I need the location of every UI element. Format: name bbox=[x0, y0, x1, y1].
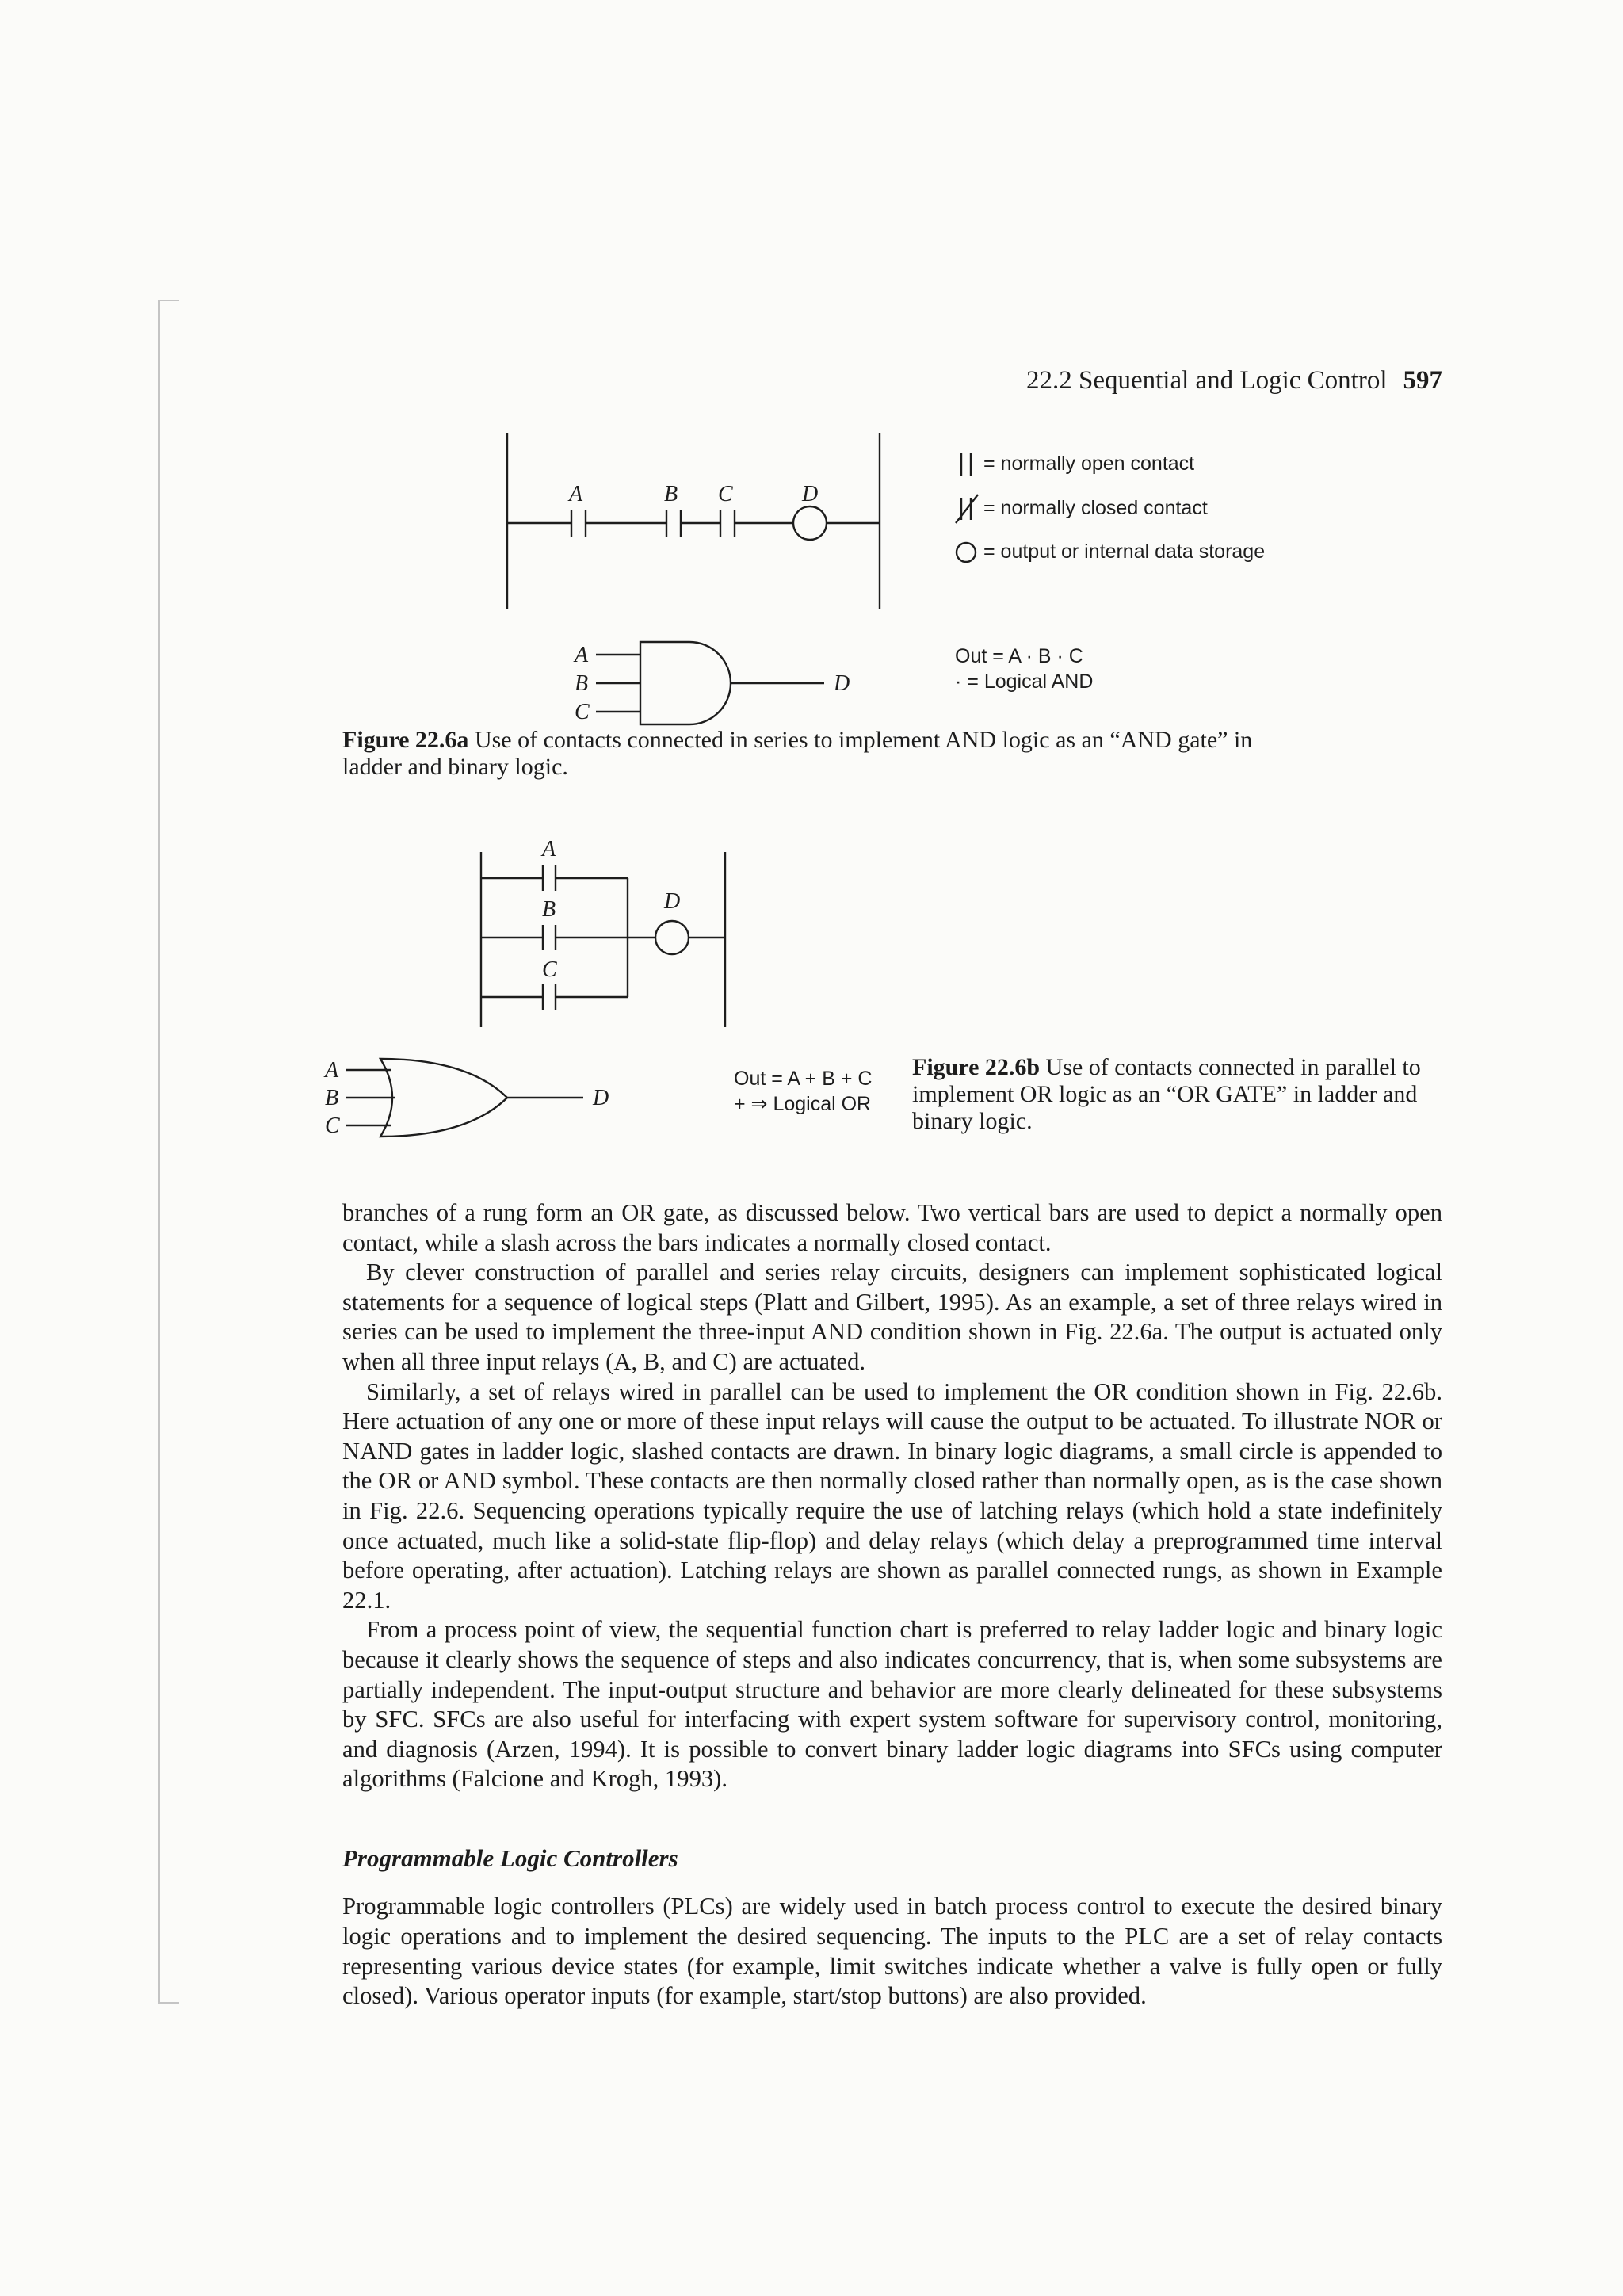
contact-c-parallel-icon bbox=[543, 984, 556, 1010]
fig-b-eq-out: Out = A + B + C bbox=[734, 1068, 873, 1090]
normally-closed-contact-icon bbox=[956, 495, 978, 523]
paragraph-5: Programmable logic controllers (PLCs) are widely used in batch process control to execute the desired binary logic operations and to implement the desired sequencing. The inputs to the PLC are a set of relay contacts representing various device states (for example, limit switches indicate whether a valve is fully open or fully closed). Various operator inputs (for example, start/stop buttons) are also provided. bbox=[342, 1893, 1442, 2010]
label-b: B bbox=[664, 482, 678, 506]
label-a-b: A bbox=[542, 837, 556, 861]
section-title: 22.2 Sequential and Logic Control bbox=[1025, 366, 1388, 395]
fig-b-caption-text: Use of contacts connected in parallel to implement OR logic as an “OR GATE” in ladder and binary logic. bbox=[912, 1054, 1421, 1134]
label-d-b: D bbox=[664, 889, 681, 914]
fig-22-6a-diagram bbox=[0, 0, 1623, 761]
body-text bbox=[342, 1198, 1442, 2011]
page-number: 597 bbox=[1403, 366, 1442, 395]
gate-label-d: D bbox=[834, 671, 850, 696]
fig-b-caption bbox=[912, 1054, 1443, 1135]
contact-b-parallel-icon bbox=[543, 925, 556, 950]
label-a: A bbox=[569, 482, 583, 506]
output-coil-d-parallel-icon bbox=[655, 921, 689, 954]
paragraph-2: By clever construction of parallel and series relay circuits, designers can implement sophisticated logical statements for a sequence of logical steps (Platt and Gilbert, 1995). As an example, a set of three relays wired in series can be used to implement the three-input AND condition shown in Fig. 22.6a. The output is actuated only when all three input relays (A, B, and C) are actuated. bbox=[342, 1259, 1442, 1375]
or-label-c: C bbox=[325, 1114, 340, 1138]
legend-normally-open: = normally open contact bbox=[983, 453, 1195, 475]
contact-b-icon bbox=[666, 510, 681, 537]
gate-label-c: C bbox=[575, 700, 590, 724]
fig-a-eq-out: Out = A · B · C bbox=[955, 645, 1083, 667]
normally-open-contact-icon bbox=[961, 453, 971, 476]
label-c: C bbox=[718, 482, 733, 506]
label-c-b: C bbox=[542, 957, 557, 982]
paragraph-3: Similarly, a set of relays wired in parallel can be used to implement the OR condition shown in Fig. 22.6b. Here actuation of any one or more of these input relays will cause the output to be actuated. To illustrate NOR or NAND gates in ladder logic, slashed contacts are drawn. In binary logic diagrams, a small circle is appended to the OR or AND symbol. These contacts are then normally closed rather than normally open, as is the case shown in Fig. 22.6. Sequencing operations typically require the use of latching relays (which hold a state indefinitely once actuated, much like a solid-state flip-flop) and delay relays (which delay a preprogrammed time interval before operating, after actuation). Latching relays are shown as parallel connected rungs, as shown in Example 22.1. bbox=[342, 1377, 1442, 1614]
or-gate-icon bbox=[346, 1059, 583, 1137]
section-heading: Programmable Logic Controllers bbox=[342, 1843, 678, 1872]
output-coil-d-icon bbox=[793, 506, 827, 540]
or-label-a: A bbox=[325, 1058, 339, 1083]
fig-a-equation bbox=[955, 644, 1093, 694]
fig-b-caption-label: Figure 22.6b bbox=[912, 1054, 1041, 1080]
gate-label-a: A bbox=[575, 643, 589, 667]
legend-normally-closed: = normally closed contact bbox=[983, 497, 1208, 519]
label-d: D bbox=[802, 482, 819, 506]
contact-a-icon bbox=[571, 510, 586, 537]
or-label-b: B bbox=[325, 1086, 339, 1110]
paragraph-1: branches of a rung form an OR gate, as discussed below. Two vertical bars are used to depict a normally open contact, while a slash across the bars indicates a normally closed contact. bbox=[342, 1199, 1442, 1256]
legend-output: = output or internal data storage bbox=[983, 541, 1266, 563]
contact-c-icon bbox=[720, 510, 735, 537]
output-storage-icon bbox=[957, 543, 976, 562]
fig-a-caption-text: Use of contacts connected in series to implement AND logic as an “AND gate” in ladder and binary logic. bbox=[342, 727, 1253, 780]
fig-a-eq-note: · = Logical AND bbox=[955, 670, 1094, 693]
scan-border-bottom bbox=[158, 2002, 179, 2004]
and-gate-icon bbox=[596, 642, 824, 724]
fig-a-caption bbox=[342, 727, 1293, 781]
contact-a-parallel-icon bbox=[543, 865, 556, 891]
fig-b-eq-note: + ⇒ Logical OR bbox=[734, 1093, 872, 1115]
fig-b-equation bbox=[734, 1066, 872, 1117]
label-b-b: B bbox=[542, 897, 556, 922]
gate-label-b: B bbox=[575, 671, 589, 696]
fig-a-caption-label: Figure 22.6a bbox=[342, 727, 469, 753]
paragraph-4: From a process point of view, the sequential function chart is preferred to relay ladder logic and binary logic because it clearly shows the sequence of steps and also indicates concurrency, that is, when some subsystems are partially independent. The input-output structure and behavior are more clearly delineated for these subsystems by SFC. SFCs are also useful for interfacing with expert system software for supervisory control, monitoring, and diagnosis (Arzen, 1994). It is possible to convert binary ladder logic diagrams into SFCs using computer algorithms (Falcione and Krogh, 1993). bbox=[342, 1616, 1442, 1793]
or-label-d: D bbox=[593, 1086, 609, 1110]
